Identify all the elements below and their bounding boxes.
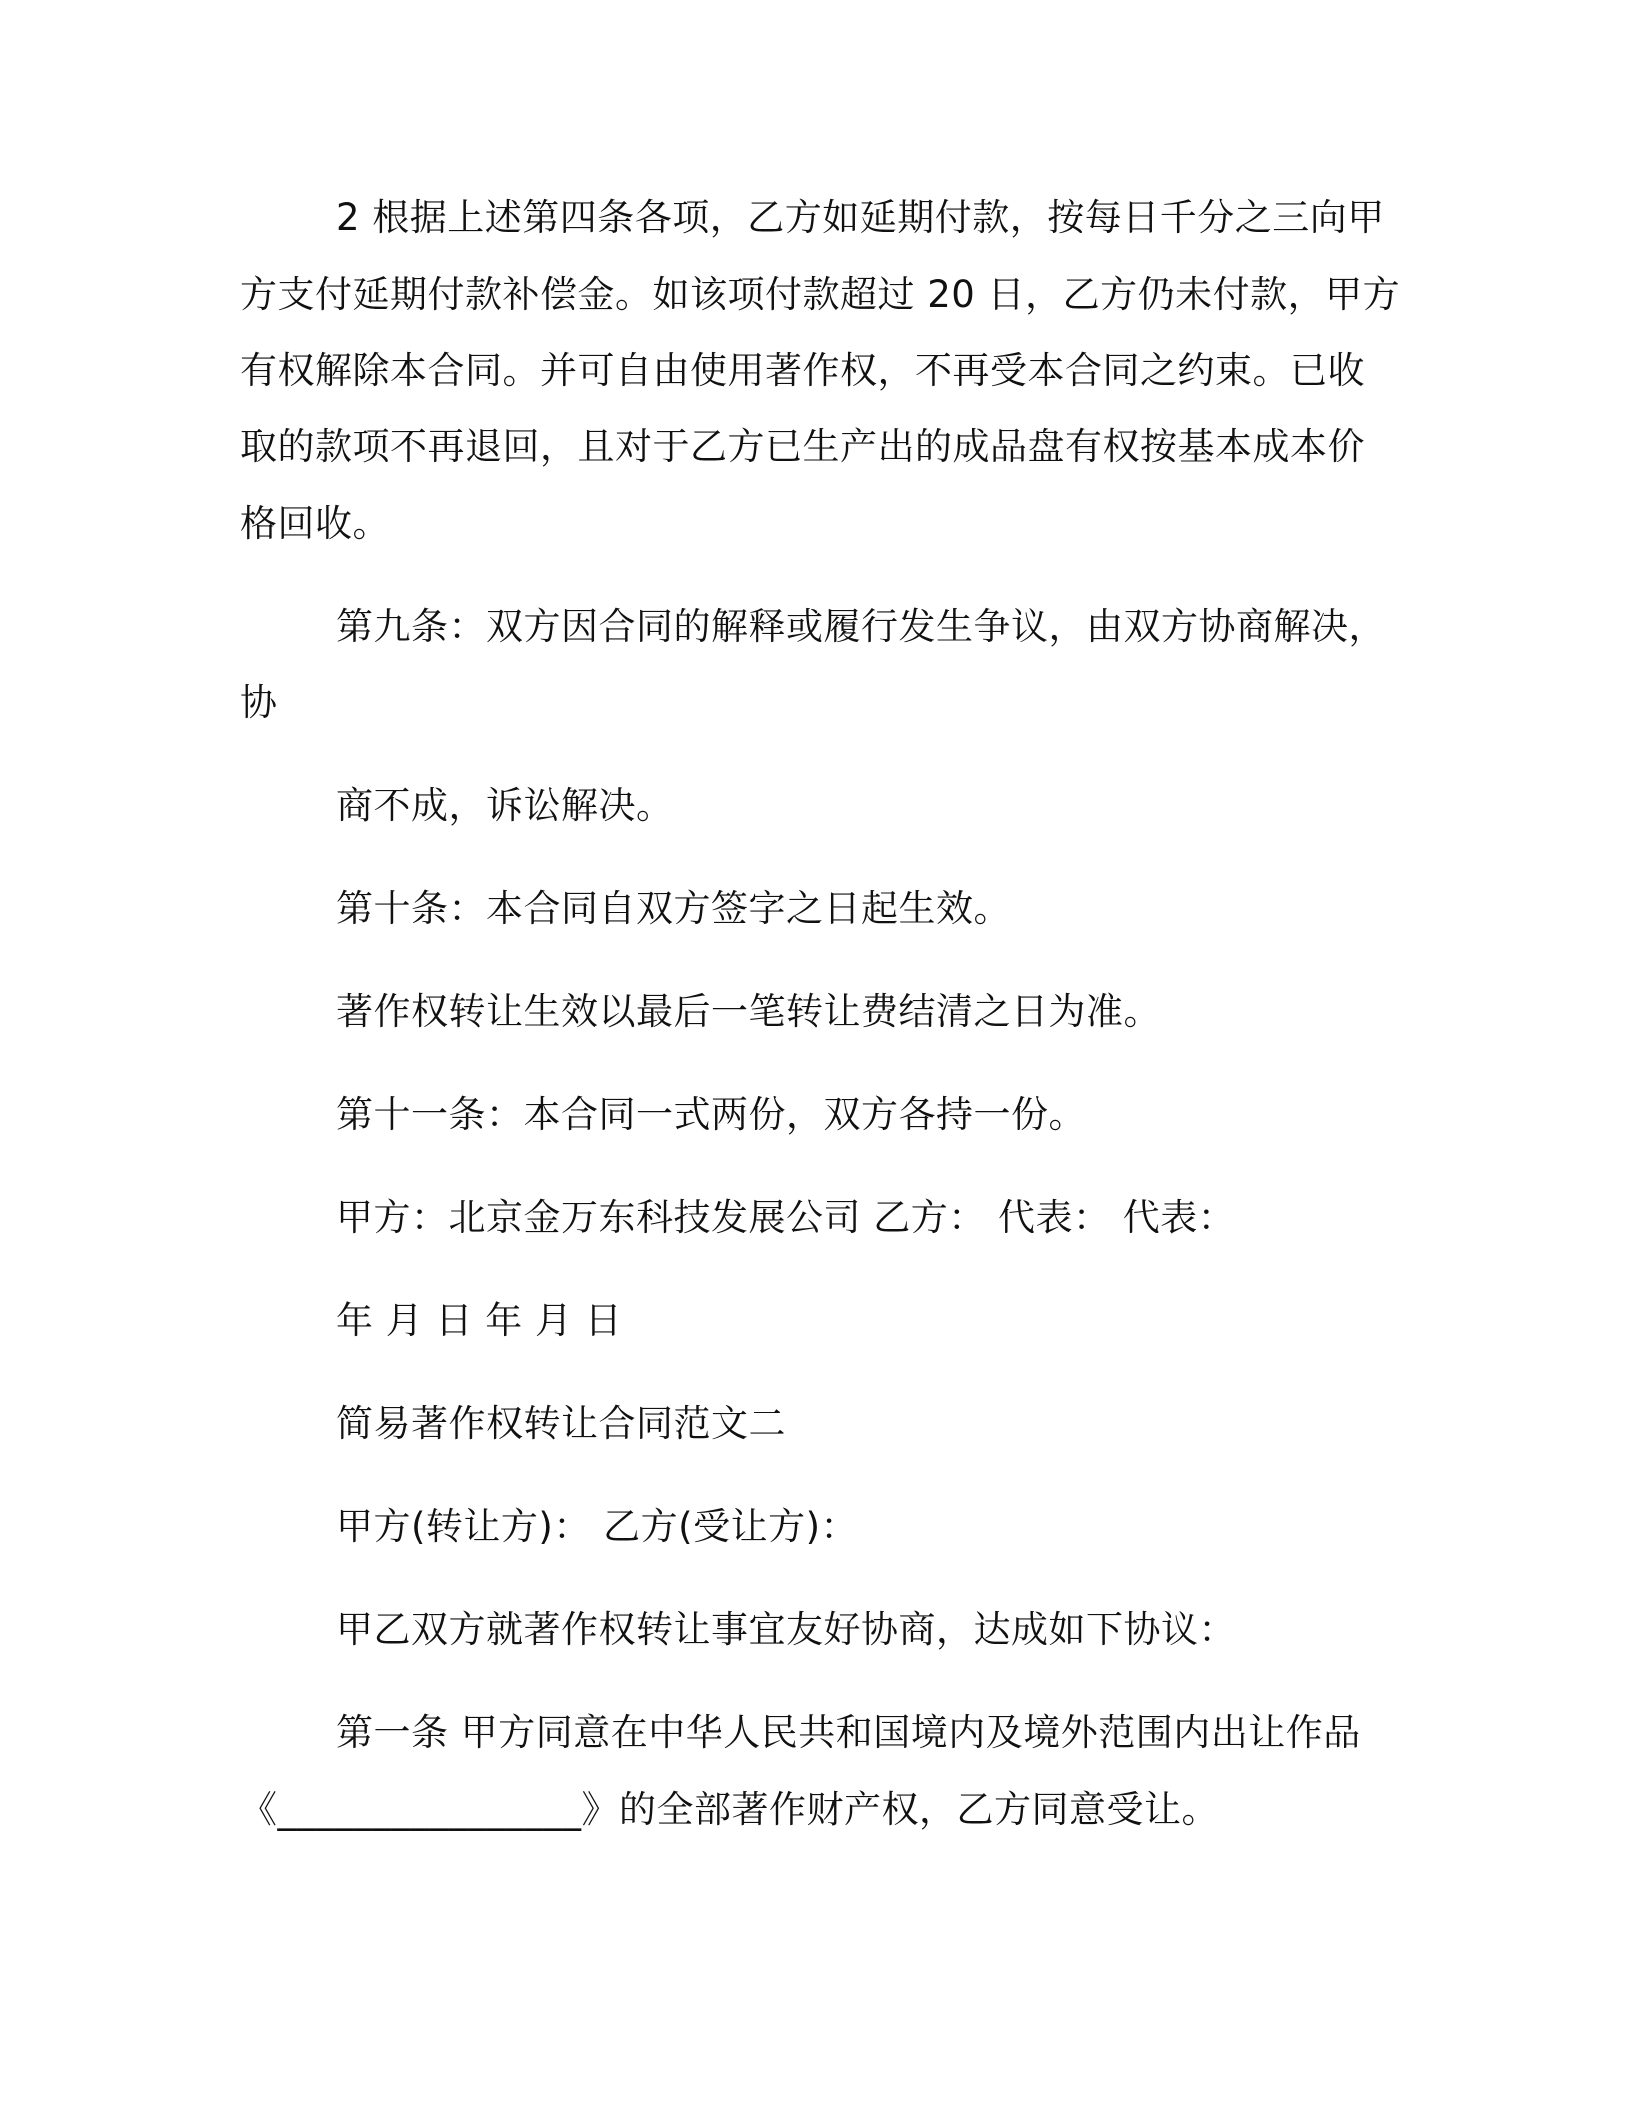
- article-1-line: 第一条 甲方同意在中华人民共和国境内及境外范围内出让作品: [336, 1711, 1361, 1754]
- date-line: 年 月 日 年 月 日: [336, 1299, 623, 1342]
- parties-line: 甲方(转让方)： 乙方(受让方)：: [336, 1505, 859, 1548]
- article-1-line: 《________________》的全部著作财产权，乙方同意受让。: [240, 1788, 1219, 1831]
- preamble: 甲乙双方就著作权转让事宜友好协商，达成如下协议：: [336, 1608, 1236, 1651]
- article-10: 第十条：本合同自双方签字之日起生效。: [336, 887, 1011, 930]
- article-11: 第十一条：本合同一式两份，双方各持一份。: [336, 1093, 1086, 1136]
- article-10-note: 著作权转让生效以最后一笔转让费结清之日为准。: [336, 990, 1161, 1033]
- paragraph-line: 有权解除本合同。并可自由使用著作权，不再受本合同之约束。已收: [240, 349, 1365, 392]
- signature-line: 甲方：北京金万东科技发展公司 乙方： 代表： 代表：: [336, 1196, 1236, 1239]
- sample-title: 简易著作权转让合同范文二: [336, 1402, 786, 1445]
- paragraph-line: 方支付延期付款补偿金。如该项付款超过 20 日，乙方仍未付款，甲方: [240, 273, 1401, 316]
- paragraph-line: 2 根据上述第四条各项，乙方如延期付款，按每日千分之三向甲: [336, 196, 1385, 239]
- article-9-continuation: 商不成，诉讼解决。: [336, 784, 674, 827]
- paragraph-line: 格回收。: [240, 502, 390, 545]
- paragraph-line: 取的款项不再退回，且对于乙方已生产出的成品盘有权按基本成本价: [240, 425, 1365, 468]
- article-9-line: 第九条：双方因合同的解释或履行发生争议，由双方协商解决，: [336, 605, 1386, 648]
- article-9-line: 协: [240, 681, 278, 724]
